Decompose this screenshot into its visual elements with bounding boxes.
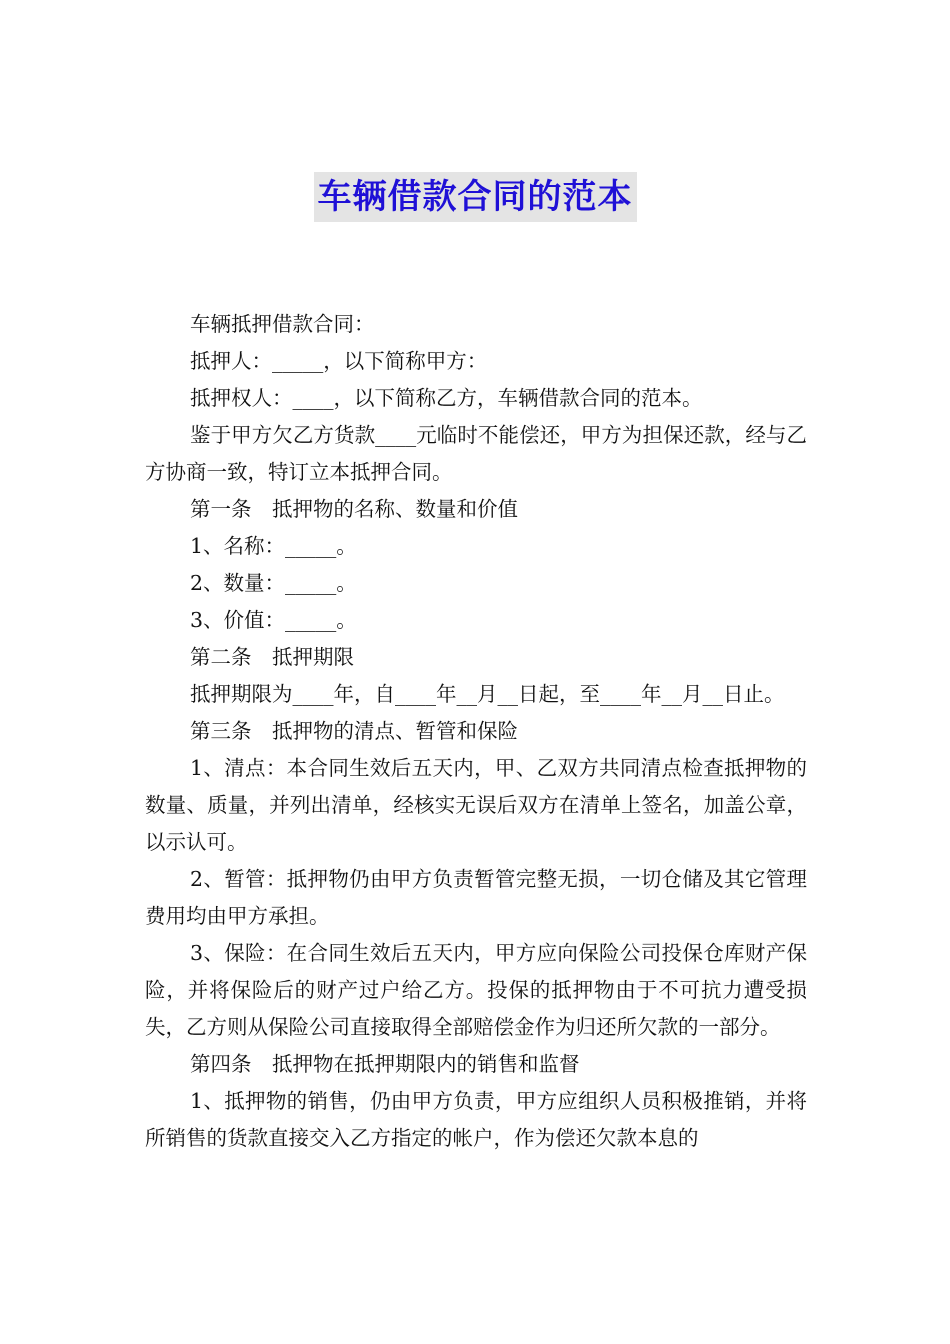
article-1-item-value: 3、价值：_____。	[190, 608, 357, 632]
paragraph-mortgagor: 抵押人：_____，以下简称甲方：	[190, 349, 488, 373]
article-2-heading: 第二条 抵押期限	[190, 645, 354, 669]
paragraph-preamble: 鉴于甲方欠乙方货款____元临时不能偿还，甲方为担保还款，经与乙方协商一致，特订立本抵押合同。	[145, 423, 807, 484]
paragraph-intro: 车辆抵押借款合同：	[190, 312, 375, 336]
article-1-heading: 第一条 抵押物的名称、数量和价值	[190, 497, 518, 521]
document-body	[145, 306, 807, 1157]
document-title: 车辆借款合同的范本	[314, 172, 637, 222]
article-2-body: 抵押期限为____年，自____年__月__日起，至____年__月__日止。	[190, 682, 785, 706]
article-1-item-name: 1、名称：_____。	[190, 534, 357, 558]
title-container	[0, 172, 950, 222]
article-3-item-inventory: 1、清点：本合同生效后五天内，甲、乙双方共同清点检查抵押物的数量、质量，并列出清单，经核实无误后双方在清单上签名，加盖公章，以示认可。	[145, 756, 807, 854]
article-1-item-quantity: 2、数量：_____。	[190, 571, 357, 595]
article-3-heading: 第三条 抵押物的清点、暂管和保险	[190, 719, 518, 743]
article-3-item-custody: 2、暂管：抵押物仍由甲方负责暂管完整无损，一切仓储及其它管理费用均由甲方承担。	[145, 867, 807, 928]
article-4-item-sales: 1、抵押物的销售，仍由甲方负责，甲方应组织人员积极推销，并将所销售的货款直接交入乙方指定的帐户，作为偿还欠款本息的	[145, 1089, 807, 1150]
article-4-heading: 第四条 抵押物在抵押期限内的销售和监督	[190, 1052, 580, 1076]
article-3-item-insurance: 3、保险：在合同生效后五天内，甲方应向保险公司投保仓库财产保险，并将保险后的财产过户给乙方。投保的抵押物由于不可抗力遭受损失，乙方则从保险公司直接取得全部赔偿金作为归还所欠款的一部分。	[145, 941, 807, 1039]
paragraph-mortgagee: 抵押权人：____，以下简称乙方，车辆借款合同的范本。	[190, 386, 703, 410]
